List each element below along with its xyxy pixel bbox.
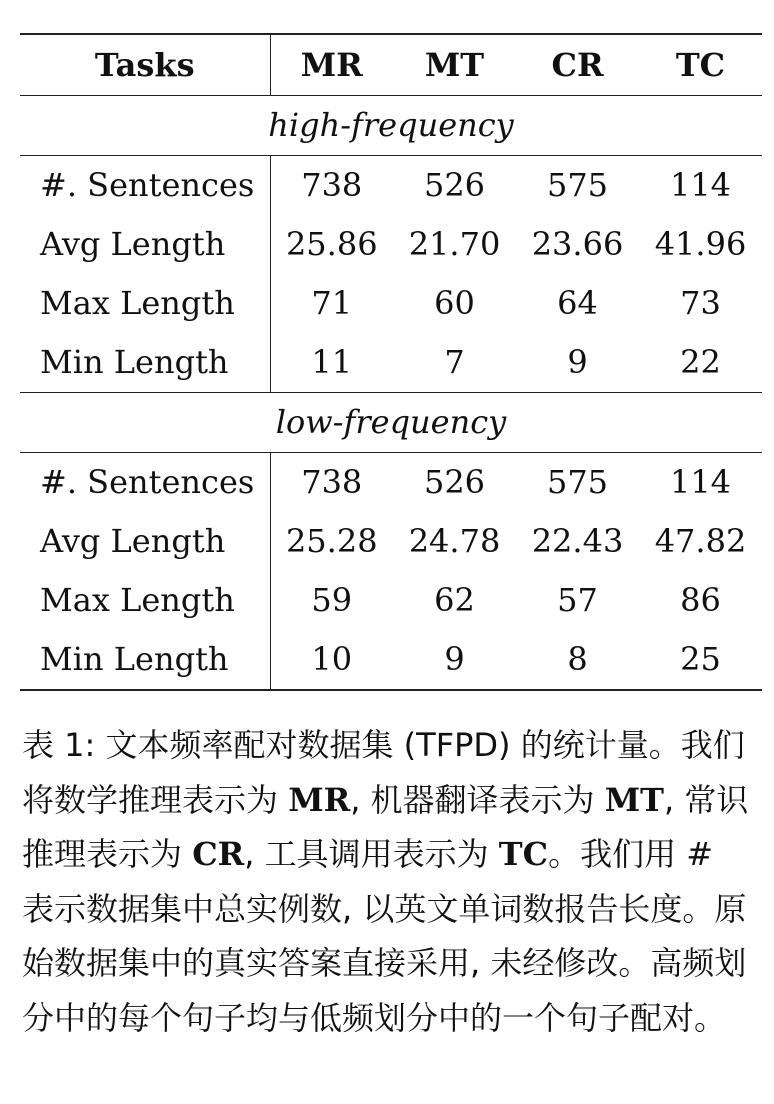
table-cell: 25.86	[285, 225, 378, 263]
caption-text-4: , 工具调用表示为	[244, 835, 499, 873]
section-title: low-frequency	[20, 393, 762, 453]
table-cell: 9	[567, 343, 588, 381]
table-cell: 114	[669, 463, 732, 501]
row-label: Min Length	[20, 630, 270, 690]
section-header-row	[20, 96, 762, 156]
caption-text-1: 表 1: 文本频率配对数据集 (TFPD) 的统计量。我们将数学推理表示为	[22, 726, 745, 819]
table-cell: 25.28	[285, 522, 378, 560]
table-cell: 114	[669, 166, 732, 204]
section-title: high-frequency	[20, 96, 762, 156]
table-cell: 25	[639, 630, 762, 690]
table-cell: 21.70	[408, 225, 501, 263]
section-header-row	[20, 393, 762, 453]
table-row	[20, 156, 762, 216]
table-cell: 47.82	[654, 522, 747, 560]
table-cell: 57	[557, 581, 598, 619]
table-cell: 526	[423, 166, 486, 204]
caption-text-2: , 机器翻译表示为	[350, 780, 605, 819]
statistics-table	[20, 33, 762, 691]
row-label: Max Length	[20, 274, 270, 333]
table-cell: 9	[393, 630, 516, 690]
caption-abbrev-tc: TC	[498, 835, 549, 873]
table-cell: 575	[546, 166, 609, 204]
table-cell: 738	[301, 166, 363, 204]
table-cell: 22	[680, 343, 721, 381]
row-label: #. Sentences	[20, 453, 270, 513]
table-row	[20, 453, 762, 513]
table-cell: 526	[423, 463, 486, 501]
table-row	[20, 571, 762, 630]
header-cr: CR	[516, 34, 639, 96]
table-cell: 11	[311, 343, 353, 381]
header-tc: TC	[639, 34, 762, 96]
table-cell: 8	[516, 630, 639, 690]
table-cell: 73	[680, 284, 721, 322]
table-cell: 60	[434, 284, 475, 322]
header-tasks: Tasks	[20, 34, 270, 96]
table-cell: 7	[444, 343, 465, 381]
table-row	[20, 630, 762, 690]
table-cell: 64	[557, 284, 598, 322]
caption-text-3: , 常识推理表示为	[22, 780, 749, 873]
table-row	[20, 333, 762, 393]
table-cell: 22.43	[531, 522, 624, 560]
header-mt: MT	[393, 34, 516, 96]
caption-abbrev-cr: CR	[192, 835, 245, 873]
table-cell: 71	[311, 284, 353, 322]
caption-text-5: 。我们用 # 表示数据集中总实例数, 以英文单词数报告长度。原始数据集中的真实答案直接采用, 未经修改。高频划分中的每个句子均与低频划分中的一个句子配对。	[22, 835, 747, 1037]
row-label: Min Length	[20, 333, 270, 393]
row-label: Avg Length	[20, 512, 270, 571]
caption-abbrev-mr: MR	[288, 780, 351, 819]
table-cell: 575	[546, 463, 609, 501]
row-label: Avg Length	[20, 215, 270, 274]
table-cell: 23.66	[531, 225, 624, 263]
table-cell: 86	[680, 581, 721, 619]
table-row	[20, 215, 762, 274]
table-cell: 738	[301, 463, 363, 501]
table-row	[20, 274, 762, 333]
table-cell: 62	[434, 581, 475, 619]
row-label: Max Length	[20, 571, 270, 630]
statistics-table-container	[20, 33, 762, 691]
table-cell: 41.96	[654, 225, 747, 263]
table-caption	[22, 718, 752, 1045]
row-label: #. Sentences	[20, 156, 270, 216]
table-row	[20, 512, 762, 571]
table-cell: 24.78	[408, 522, 501, 560]
caption-abbrev-mt: MT	[604, 780, 664, 819]
table-header-row	[20, 34, 762, 96]
header-mr: MR	[270, 34, 393, 96]
table-cell: 10	[270, 630, 393, 690]
table-cell: 59	[311, 581, 353, 619]
